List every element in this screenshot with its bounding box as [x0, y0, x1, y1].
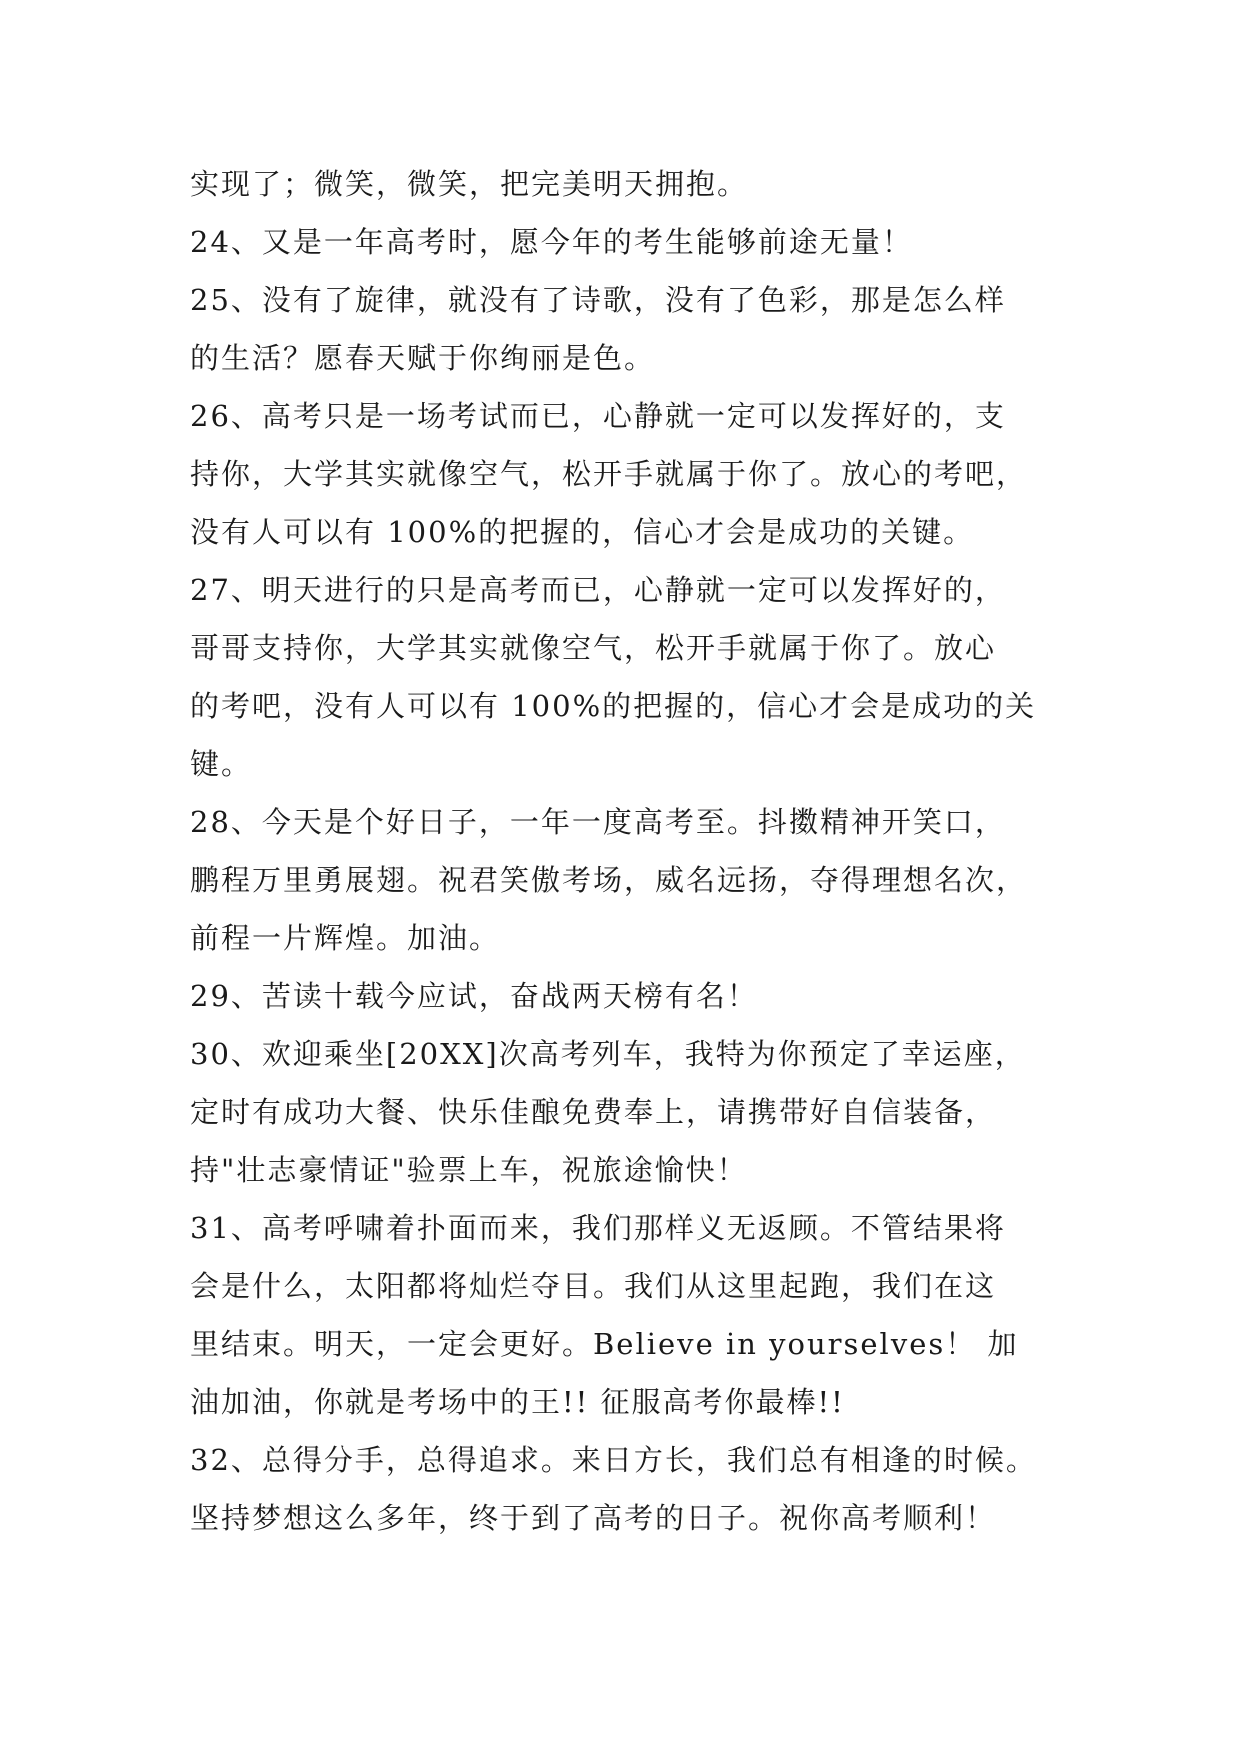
- text-line: 29、苦读十载今应试，奋战两天榜有名！: [190, 979, 758, 1013]
- text-line: 24、又是一年高考时，愿今年的考生能够前途无量！: [190, 225, 913, 259]
- text-line: 30、欢迎乘坐[20XX]次高考列车，我特为你预定了幸运座，: [190, 1037, 1026, 1071]
- text-line: 鹏程万里勇展翅。祝君笑傲考场，威名远扬，夺得理想名次，: [190, 863, 1028, 897]
- text-line: 26、高考只是一场考试而已，心静就一定可以发挥好的，支: [190, 399, 1006, 433]
- text-line: 会是什么，太阳都将灿烂夺目。我们从这里起跑，我们在这: [190, 1269, 997, 1303]
- text-line: 前程一片辉煌。加油。: [190, 921, 501, 955]
- text-line: 哥哥支持你，大学其实就像空气，松开手就属于你了。放心: [190, 631, 997, 665]
- text-line: 坚持梦想这么多年，终于到了高考的日子。祝你高考顺利！: [190, 1501, 997, 1535]
- text-line: 没有人可以有 100%的把握的，信心才会是成功的关键。: [190, 515, 975, 549]
- text-line: 键。: [190, 747, 253, 781]
- text-line: 持你，大学其实就像空气，松开手就属于你了。放心的考吧，: [190, 457, 1028, 491]
- text-line: 实现了；微笑，微笑，把完美明天拥抱。: [190, 167, 749, 201]
- text-line: 25、没有了旋律，就没有了诗歌，没有了色彩，那是怎么样: [190, 283, 1006, 317]
- text-line: 的考吧，没有人可以有 100%的把握的，信心才会是成功的关: [190, 689, 1037, 723]
- document-body: [190, 155, 1080, 1547]
- text-line: 的生活？愿春天赋于你绚丽是色。: [190, 341, 656, 375]
- text-line: 31、高考呼啸着扑面而来，我们那样义无返顾。不管结果将: [190, 1211, 1006, 1245]
- text-line: 持"壮志豪情证"验票上车，祝旅途愉快！: [190, 1153, 748, 1187]
- text-line: 32、总得分手，总得追求。来日方长，我们总有相逢的时候。: [190, 1443, 1037, 1477]
- text-line: 里结束。明天，一定会更好。Believe in yourselves！ 加: [190, 1327, 1019, 1361]
- text-line: 28、今天是个好日子，一年一度高考至。抖擞精神开笑口，: [190, 805, 1006, 839]
- text-line: 定时有成功大餐、快乐佳酿免费奉上，请携带好自信装备，: [190, 1095, 997, 1129]
- text-line: 27、明天进行的只是高考而已，心静就一定可以发挥好的，: [190, 573, 1006, 607]
- text-line: 油加油，你就是考场中的王!! 征服高考你最棒!!: [190, 1385, 845, 1419]
